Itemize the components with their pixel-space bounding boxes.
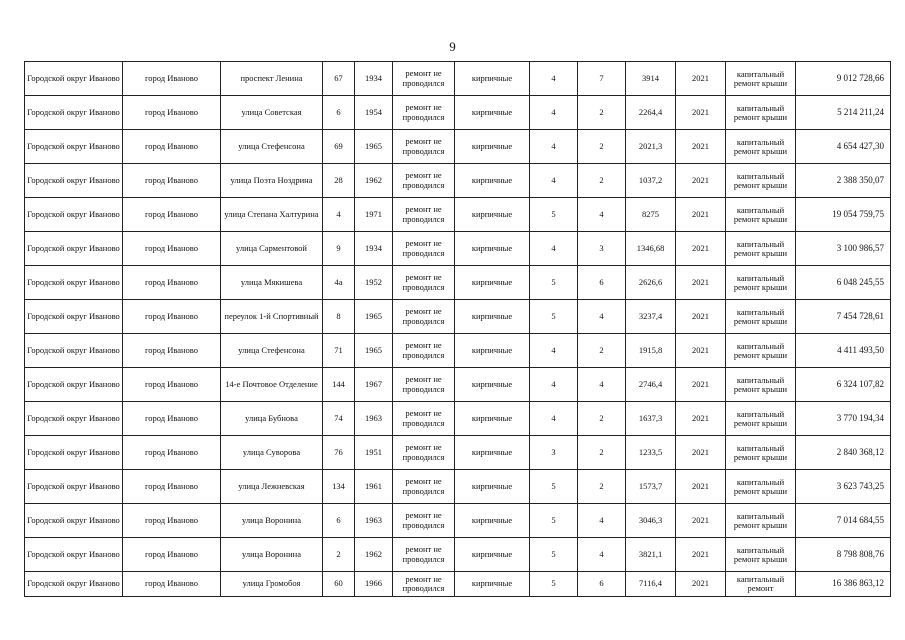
plan-year-cell: 2021 — [676, 436, 726, 470]
street-cell: улица Суворова — [221, 436, 323, 470]
last-repair-cell: ремонт не проводился — [393, 300, 455, 334]
entrances-cell: 2 — [578, 96, 626, 130]
municipality-cell: Городской округ Иваново — [25, 266, 123, 300]
plan-year-cell: 2021 — [676, 96, 726, 130]
street-cell: улица Стефенсона — [221, 334, 323, 368]
year-built-cell: 1934 — [355, 62, 393, 96]
entrances-cell: 2 — [578, 164, 626, 198]
settlement-cell: город Иваново — [123, 470, 221, 504]
street-cell: улица Сарментовой — [221, 232, 323, 266]
last-repair-cell: ремонт не проводился — [393, 130, 455, 164]
area-cell: 2746,4 — [626, 368, 676, 402]
floors-cell: 4 — [530, 96, 578, 130]
street-cell: улица Мякишева — [221, 266, 323, 300]
settlement-cell: город Иваново — [123, 232, 221, 266]
entrances-cell: 2 — [578, 334, 626, 368]
municipality-cell: Городской округ Иваново — [25, 538, 123, 572]
year-built-cell: 1965 — [355, 130, 393, 164]
last-repair-cell: ремонт не проводился — [393, 538, 455, 572]
cost-cell: 16 386 863,12 — [796, 572, 891, 597]
entrances-cell: 6 — [578, 572, 626, 597]
house-number-cell: 76 — [323, 436, 355, 470]
settlement-cell: город Иваново — [123, 130, 221, 164]
plan-year-cell: 2021 — [676, 572, 726, 597]
wall-material-cell: кирпичные — [455, 402, 530, 436]
work-type-cell: капитальный ремонт крыши — [726, 266, 796, 300]
last-repair-cell: ремонт не проводился — [393, 572, 455, 597]
housing-repair-table — [24, 61, 891, 597]
floors-cell: 4 — [530, 334, 578, 368]
entrances-cell: 4 — [578, 198, 626, 232]
floors-cell: 4 — [530, 368, 578, 402]
municipality-cell: Городской округ Иваново — [25, 198, 123, 232]
house-number-cell: 9 — [323, 232, 355, 266]
year-built-cell: 1962 — [355, 538, 393, 572]
table-row — [25, 266, 891, 300]
plan-year-cell: 2021 — [676, 198, 726, 232]
table-row — [25, 436, 891, 470]
page-number: 9 — [449, 39, 456, 54]
wall-material-cell: кирпичные — [455, 300, 530, 334]
house-number-cell: 60 — [323, 572, 355, 597]
floors-cell: 4 — [530, 130, 578, 164]
floors-cell: 3 — [530, 436, 578, 470]
table-row — [25, 232, 891, 266]
table-row — [25, 198, 891, 232]
municipality-cell: Городской округ Иваново — [25, 96, 123, 130]
street-cell: улица Лежневская — [221, 470, 323, 504]
wall-material-cell: кирпичные — [455, 436, 530, 470]
house-number-cell: 144 — [323, 368, 355, 402]
cost-cell: 7 454 728,61 — [796, 300, 891, 334]
year-built-cell: 1966 — [355, 572, 393, 597]
house-number-cell: 4а — [323, 266, 355, 300]
house-number-cell: 6 — [323, 96, 355, 130]
street-cell: улица Степана Халтурина — [221, 198, 323, 232]
municipality-cell: Городской округ Иваново — [25, 232, 123, 266]
plan-year-cell: 2021 — [676, 266, 726, 300]
entrances-cell: 4 — [578, 538, 626, 572]
street-cell: улица Воронина — [221, 504, 323, 538]
last-repair-cell: ремонт не проводился — [393, 164, 455, 198]
house-number-cell: 2 — [323, 538, 355, 572]
last-repair-cell: ремонт не проводился — [393, 198, 455, 232]
street-cell: улица Громобоя — [221, 572, 323, 597]
entrances-cell: 2 — [578, 402, 626, 436]
municipality-cell: Городской округ Иваново — [25, 470, 123, 504]
settlement-cell: город Иваново — [123, 164, 221, 198]
work-type-cell: капитальный ремонт крыши — [726, 436, 796, 470]
wall-material-cell: кирпичные — [455, 266, 530, 300]
last-repair-cell: ремонт не проводился — [393, 504, 455, 538]
house-number-cell: 69 — [323, 130, 355, 164]
municipality-cell: Городской округ Иваново — [25, 504, 123, 538]
settlement-cell: город Иваново — [123, 62, 221, 96]
last-repair-cell: ремонт не проводился — [393, 470, 455, 504]
wall-material-cell: кирпичные — [455, 504, 530, 538]
wall-material-cell: кирпичные — [455, 470, 530, 504]
year-built-cell: 1963 — [355, 504, 393, 538]
table-row — [25, 130, 891, 164]
cost-cell: 4 654 427,30 — [796, 130, 891, 164]
municipality-cell: Городской округ Иваново — [25, 130, 123, 164]
floors-cell: 5 — [530, 198, 578, 232]
house-number-cell: 8 — [323, 300, 355, 334]
cost-cell: 9 012 728,66 — [796, 62, 891, 96]
last-repair-cell: ремонт не проводился — [393, 368, 455, 402]
municipality-cell: Городской округ Иваново — [25, 436, 123, 470]
work-type-cell: капитальный ремонт крыши — [726, 198, 796, 232]
area-cell: 7116,4 — [626, 572, 676, 597]
municipality-cell: Городской округ Иваново — [25, 368, 123, 402]
plan-year-cell: 2021 — [676, 368, 726, 402]
plan-year-cell: 2021 — [676, 470, 726, 504]
settlement-cell: город Иваново — [123, 402, 221, 436]
work-type-cell: капитальный ремонт крыши — [726, 62, 796, 96]
floors-cell: 5 — [530, 538, 578, 572]
house-number-cell: 4 — [323, 198, 355, 232]
work-type-cell: капитальный ремонт крыши — [726, 164, 796, 198]
floors-cell: 5 — [530, 504, 578, 538]
cost-cell: 3 770 194,34 — [796, 402, 891, 436]
year-built-cell: 1965 — [355, 300, 393, 334]
cost-cell: 4 411 493,50 — [796, 334, 891, 368]
last-repair-cell: ремонт не проводился — [393, 96, 455, 130]
municipality-cell: Городской округ Иваново — [25, 62, 123, 96]
table-row — [25, 334, 891, 368]
cost-cell: 2 388 350,07 — [796, 164, 891, 198]
year-built-cell: 1951 — [355, 436, 393, 470]
table-row — [25, 300, 891, 334]
work-type-cell: капитальный ремонт крыши — [726, 130, 796, 164]
plan-year-cell: 2021 — [676, 232, 726, 266]
table-row — [25, 62, 891, 96]
year-built-cell: 1962 — [355, 164, 393, 198]
floors-cell: 4 — [530, 62, 578, 96]
floors-cell: 5 — [530, 266, 578, 300]
house-number-cell: 67 — [323, 62, 355, 96]
work-type-cell: капитальный ремонт крыши — [726, 232, 796, 266]
year-built-cell: 1961 — [355, 470, 393, 504]
entrances-cell: 4 — [578, 368, 626, 402]
settlement-cell: город Иваново — [123, 538, 221, 572]
settlement-cell: город Иваново — [123, 368, 221, 402]
street-cell: улица Стефенсона — [221, 130, 323, 164]
wall-material-cell: кирпичные — [455, 334, 530, 368]
wall-material-cell: кирпичные — [455, 62, 530, 96]
last-repair-cell: ремонт не проводился — [393, 436, 455, 470]
plan-year-cell: 2021 — [676, 300, 726, 334]
entrances-cell: 2 — [578, 130, 626, 164]
last-repair-cell: ремонт не проводился — [393, 402, 455, 436]
work-type-cell: капитальный ремонт крыши — [726, 334, 796, 368]
wall-material-cell: кирпичные — [455, 96, 530, 130]
year-built-cell: 1971 — [355, 198, 393, 232]
street-cell: улица Бубнова — [221, 402, 323, 436]
cost-cell: 7 014 684,55 — [796, 504, 891, 538]
settlement-cell: город Иваново — [123, 198, 221, 232]
year-built-cell: 1954 — [355, 96, 393, 130]
wall-material-cell: кирпичные — [455, 232, 530, 266]
last-repair-cell: ремонт не проводился — [393, 232, 455, 266]
entrances-cell: 4 — [578, 504, 626, 538]
table-row — [25, 504, 891, 538]
year-built-cell: 1934 — [355, 232, 393, 266]
plan-year-cell: 2021 — [676, 130, 726, 164]
wall-material-cell: кирпичные — [455, 368, 530, 402]
table-row — [25, 96, 891, 130]
work-type-cell: капитальный ремонт крыши — [726, 504, 796, 538]
area-cell: 1915,8 — [626, 334, 676, 368]
area-cell: 8275 — [626, 198, 676, 232]
cost-cell: 19 054 759,75 — [796, 198, 891, 232]
house-number-cell: 6 — [323, 504, 355, 538]
work-type-cell: капитальный ремонт — [726, 572, 796, 597]
cost-cell: 3 100 986,57 — [796, 232, 891, 266]
work-type-cell: капитальный ремонт крыши — [726, 538, 796, 572]
floors-cell: 5 — [530, 470, 578, 504]
house-number-cell: 74 — [323, 402, 355, 436]
cost-cell: 3 623 743,25 — [796, 470, 891, 504]
cost-cell: 8 798 808,76 — [796, 538, 891, 572]
house-number-cell: 28 — [323, 164, 355, 198]
street-cell: улица Поэта Ноздрина — [221, 164, 323, 198]
floors-cell: 4 — [530, 232, 578, 266]
work-type-cell: капитальный ремонт крыши — [726, 96, 796, 130]
work-type-cell: капитальный ремонт крыши — [726, 470, 796, 504]
year-built-cell: 1965 — [355, 334, 393, 368]
floors-cell: 4 — [530, 402, 578, 436]
area-cell: 2264,4 — [626, 96, 676, 130]
municipality-cell: Городской округ Иваново — [25, 164, 123, 198]
street-cell: 14-е Почтовое Отделение — [221, 368, 323, 402]
table-row — [25, 402, 891, 436]
area-cell: 2021,3 — [626, 130, 676, 164]
cost-cell: 5 214 211,24 — [796, 96, 891, 130]
house-number-cell: 134 — [323, 470, 355, 504]
plan-year-cell: 2021 — [676, 334, 726, 368]
settlement-cell: город Иваново — [123, 504, 221, 538]
table-row — [25, 470, 891, 504]
settlement-cell: город Иваново — [123, 96, 221, 130]
plan-year-cell: 2021 — [676, 164, 726, 198]
year-built-cell: 1952 — [355, 266, 393, 300]
municipality-cell: Городской округ Иваново — [25, 572, 123, 597]
entrances-cell: 7 — [578, 62, 626, 96]
settlement-cell: город Иваново — [123, 334, 221, 368]
street-cell: улица Воронина — [221, 538, 323, 572]
work-type-cell: капитальный ремонт крыши — [726, 402, 796, 436]
table-row — [25, 164, 891, 198]
plan-year-cell: 2021 — [676, 538, 726, 572]
cost-cell: 2 840 368,12 — [796, 436, 891, 470]
area-cell: 1233,5 — [626, 436, 676, 470]
area-cell: 3046,3 — [626, 504, 676, 538]
last-repair-cell: ремонт не проводился — [393, 266, 455, 300]
entrances-cell: 2 — [578, 436, 626, 470]
year-built-cell: 1963 — [355, 402, 393, 436]
area-cell: 1573,7 — [626, 470, 676, 504]
plan-year-cell: 2021 — [676, 62, 726, 96]
work-type-cell: капитальный ремонт крыши — [726, 368, 796, 402]
plan-year-cell: 2021 — [676, 402, 726, 436]
wall-material-cell: кирпичные — [455, 538, 530, 572]
floors-cell: 4 — [530, 164, 578, 198]
wall-material-cell: кирпичные — [455, 572, 530, 597]
street-cell: проспект Ленина — [221, 62, 323, 96]
house-number-cell: 71 — [323, 334, 355, 368]
street-cell: переулок 1-й Спортивный — [221, 300, 323, 334]
area-cell: 3821,1 — [626, 538, 676, 572]
entrances-cell: 3 — [578, 232, 626, 266]
floors-cell: 5 — [530, 300, 578, 334]
wall-material-cell: кирпичные — [455, 130, 530, 164]
area-cell: 2626,6 — [626, 266, 676, 300]
work-type-cell: капитальный ремонт крыши — [726, 300, 796, 334]
area-cell: 1346,68 — [626, 232, 676, 266]
entrances-cell: 4 — [578, 300, 626, 334]
area-cell: 3237,4 — [626, 300, 676, 334]
floors-cell: 5 — [530, 572, 578, 597]
settlement-cell: город Иваново — [123, 572, 221, 597]
municipality-cell: Городской округ Иваново — [25, 334, 123, 368]
wall-material-cell: кирпичные — [455, 198, 530, 232]
table-row — [25, 368, 891, 402]
settlement-cell: город Иваново — [123, 300, 221, 334]
year-built-cell: 1967 — [355, 368, 393, 402]
area-cell: 1637,3 — [626, 402, 676, 436]
cost-cell: 6 048 245,55 — [796, 266, 891, 300]
cost-cell: 6 324 107,82 — [796, 368, 891, 402]
last-repair-cell: ремонт не проводился — [393, 62, 455, 96]
entrances-cell: 6 — [578, 266, 626, 300]
table-row — [25, 572, 891, 597]
table-row — [25, 538, 891, 572]
municipality-cell: Городской округ Иваново — [25, 402, 123, 436]
wall-material-cell: кирпичные — [455, 164, 530, 198]
last-repair-cell: ремонт не проводился — [393, 334, 455, 368]
plan-year-cell: 2021 — [676, 504, 726, 538]
municipality-cell: Городской округ Иваново — [25, 300, 123, 334]
settlement-cell: город Иваново — [123, 436, 221, 470]
entrances-cell: 2 — [578, 470, 626, 504]
area-cell: 1037,2 — [626, 164, 676, 198]
area-cell: 3914 — [626, 62, 676, 96]
street-cell: улица Советская — [221, 96, 323, 130]
settlement-cell: город Иваново — [123, 266, 221, 300]
